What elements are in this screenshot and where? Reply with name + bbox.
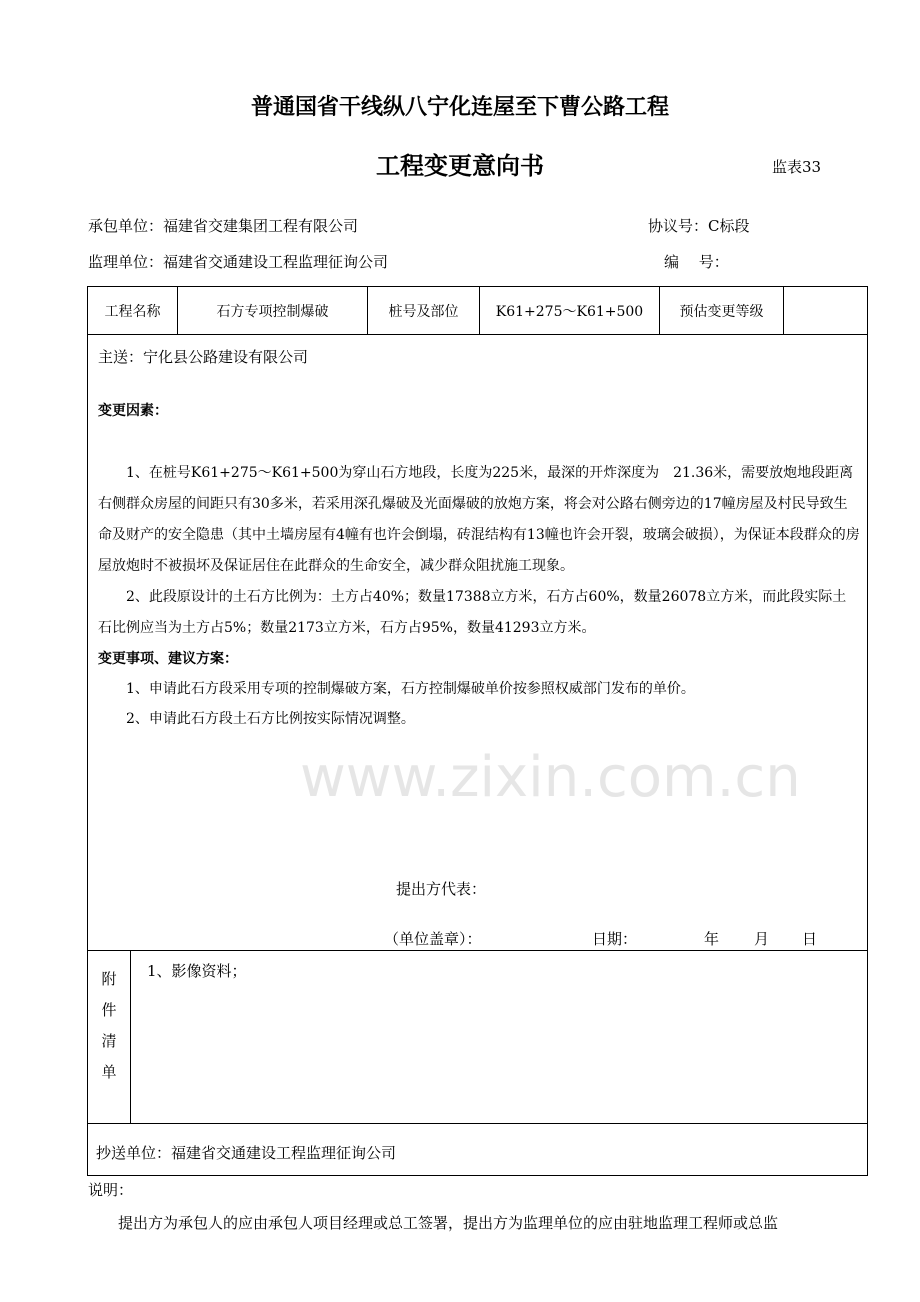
station-value: K61+275～K61+500: [480, 287, 660, 334]
change-level-label: 预估变更等级: [660, 287, 784, 334]
document-subtitle: 工程变更意向书: [376, 152, 544, 180]
project-name-value: 石方专项控制爆破: [178, 287, 368, 334]
proposal-item-1: 1、申请此石方段采用专项的控制爆破方案，石方控制爆破单价按参照权威部门发布的单价。: [126, 681, 695, 697]
seal-label: （单位盖章）：: [384, 930, 482, 948]
date-day: 日: [802, 930, 818, 948]
supervisor-unit: 监理单位：福建省交通建设工程监理征询公司: [88, 253, 389, 271]
reason-paragraph-1: 1、在桩号K61+275～K61+500为穿山石方地段，长度为225米，最深的开炸深度为 21.36米，需要放炮地段距离右侧群众房屋的间距只有30多米，若采用深孔爆破及光面爆破的放炮方案，将会对公路右侧旁边的17幢房屋及村民导致生命及财产的安全隐患（其中土墙房屋有4幢有也许会倒塌，砖混结构有13幢也许会开裂，玻璃会破损），为保证本段群众的房屋放炮时不被损坏及保证居住在此群众的生命安全，减少群众阻扰施工现象。: [98, 465, 860, 574]
contractor-unit: 承包单位：福建省交建集团工程有限公司: [88, 217, 359, 235]
cc-unit: 抄送单位：福建省交通建设工程监理征询公司: [96, 1144, 397, 1162]
station-label: 桩号及部位: [368, 287, 480, 334]
project-name-label: 工程名称: [88, 287, 178, 334]
date-label: 日期：: [592, 930, 638, 948]
date-month: 月: [754, 930, 770, 948]
date-year: 年: [704, 930, 720, 948]
reason-paragraph-2: 2、此段原设计的土石方比例为：土方占40%；数量17388立方米，石方占60%，数量26078立方米，而此段实际土石比例应当为土方占5%；数量2173立方米，石方占95%，数量41293立方米。: [98, 589, 847, 636]
proposer-label: 提出方代表：: [396, 880, 487, 898]
attachment-item-1: 1、影像资料；: [147, 962, 247, 980]
proposal-heading: 变更事项、建议方案：: [98, 651, 238, 667]
change-level-value: [784, 287, 868, 334]
attachment-divider: [130, 951, 131, 1123]
agreement-number: 协议号：C标段: [648, 217, 750, 235]
form-number: 监表33: [772, 158, 822, 176]
project-info-row: [87, 286, 868, 335]
send-to: 主送：宁化县公路建设有限公司: [98, 348, 309, 366]
note-label: 说明：: [88, 1181, 134, 1199]
note-text: 提出方为承包人的应由承包人项目经理或总工签署，提出方为监理单位的应由驻地监理工程师或总监: [118, 1214, 779, 1232]
document-serial: 编 号：: [664, 253, 729, 271]
watermark: www.zixin.com.cn: [300, 745, 801, 810]
document-title: 普通国省干线纵八宁化连屋至下曹公路工程: [250, 95, 669, 120]
attachment-label: 附件清单: [101, 970, 117, 1081]
reason-heading: 变更因素：: [98, 403, 168, 419]
change-content: [98, 458, 860, 734]
proposal-item-2: 2、申请此石方段土石方比例按实际情况调整。: [126, 711, 415, 727]
